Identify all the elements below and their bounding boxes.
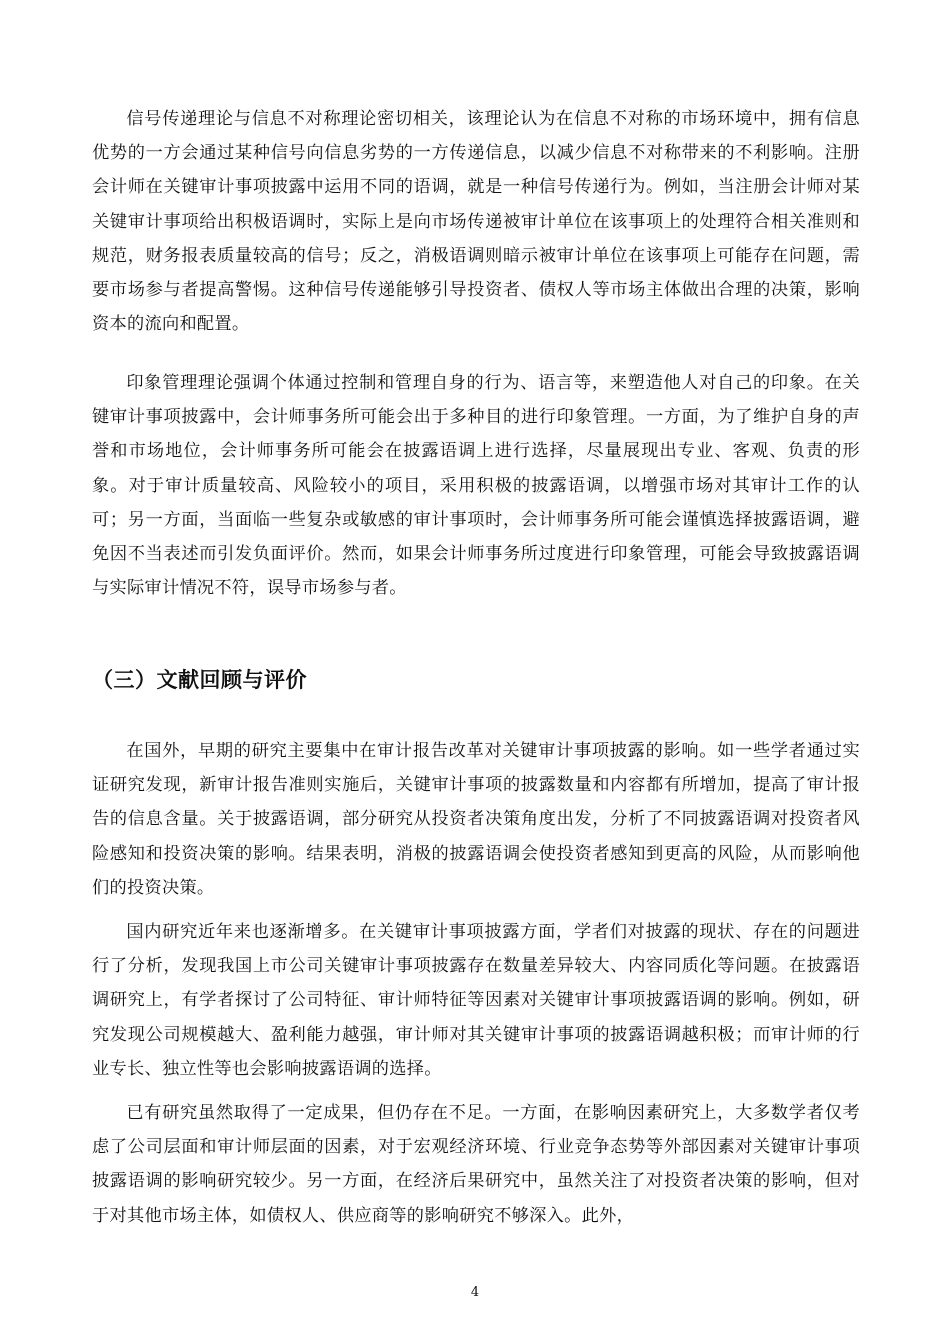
paragraph-text: 国内研究近年来也逐渐增多。在关键审计事项披露方面，学者们对披露的现状、存在的问题进行了分析，发现我国上市公司关键审计事项披露存在数量差异较大、内容同质化等问题。在披露语调研究上，有学者探讨了公司特征、审计师特征等因素对关键审计事项披露语调的影响。例如，研究发现公司规模越大、盈利能力越强，审计师对其关键审计事项的披露语调越积极；而审计师的行业专长、独立性等也会影响披露语调的选择。: [92, 922, 860, 1079]
section-heading: （三）文献回顾与评价: [92, 668, 307, 692]
paragraph-text: 已有研究虽然取得了一定成果，但仍存在不足。一方面，在影响因素研究上，大多数学者仅考虑了公司层面和审计师层面的因素，对于宏观经济环境、行业竞争态势等外部因素对关键审计事项披露语调的影响研究较少。另一方面，在经济后果研究中，虽然关注了对投资者决策的影响，但对于对其他市场主体，如债权人、供应商等的影响研究不够深入。此外，: [92, 1103, 860, 1226]
paragraph-signaling-theory: [92, 102, 860, 341]
paragraph-research-gaps: [92, 1096, 860, 1233]
paragraph-impression-management: [92, 366, 860, 605]
page-number: 4: [470, 1285, 480, 1300]
paragraph-text: 在国外，早期的研究主要集中在审计报告改革对关键审计事项披露的影响。如一些学者通过实证研究发现，新审计报告准则实施后，关键审计事项的披露数量和内容都有所增加，提高了审计报告的信息含量。关于披露语调，部分研究从投资者决策角度出发，分析了不同披露语调对投资者风险感知和投资决策的影响。结果表明，消极的披露语调会使投资者感知到更高的风险，从而影响他们的投资决策。: [92, 741, 860, 898]
paragraph-text: 信号传递理论与信息不对称理论密切相关，该理论认为在信息不对称的市场环境中，拥有信息优势的一方会通过某种信号向信息劣势的一方传递信息，以减少信息不对称带来的不利影响。注册会计师在关键审计事项披露中运用不同的语调，就是一种信号传递行为。例如，当注册会计师对某关键审计事项给出积极语调时，实际上是向市场传递被审计单位在该事项上的处理符合相关准则和规范，财务报表质量较高的信号；反之，消极语调则暗示被审计单位在该事项上可能存在问题，需要市场参与者提高警惕。这种信号传递能够引导投资者、债权人等市场主体做出合理的决策，影响资本的流向和配置。: [92, 109, 860, 335]
paragraph-foreign-research: [92, 734, 860, 905]
paragraph-text: 印象管理理论强调个体通过控制和管理自身的行为、语言等，来塑造他人对自己的印象。在关键审计事项披露中，会计师事务所可能会出于多种目的进行印象管理。一方面，为了维护自身的声誉和市场地位，会计师事务所可能会在披露语调上进行选择，尽量展现出专业、客观、负责的形象。对于审计质量较高、风险较小的项目，采用积极的披露语调，以增强市场对其审计工作的认可；另一方面，当面临一些复杂或敏感的审计事项时，会计师事务所可能会谨慎选择披露语调，避免因不当表述而引发负面评价。然而，如果会计师事务所过度进行印象管理，可能会导致披露语调与实际审计情况不符，误导市场参与者。: [92, 373, 860, 599]
paragraph-domestic-research: [92, 915, 860, 1086]
